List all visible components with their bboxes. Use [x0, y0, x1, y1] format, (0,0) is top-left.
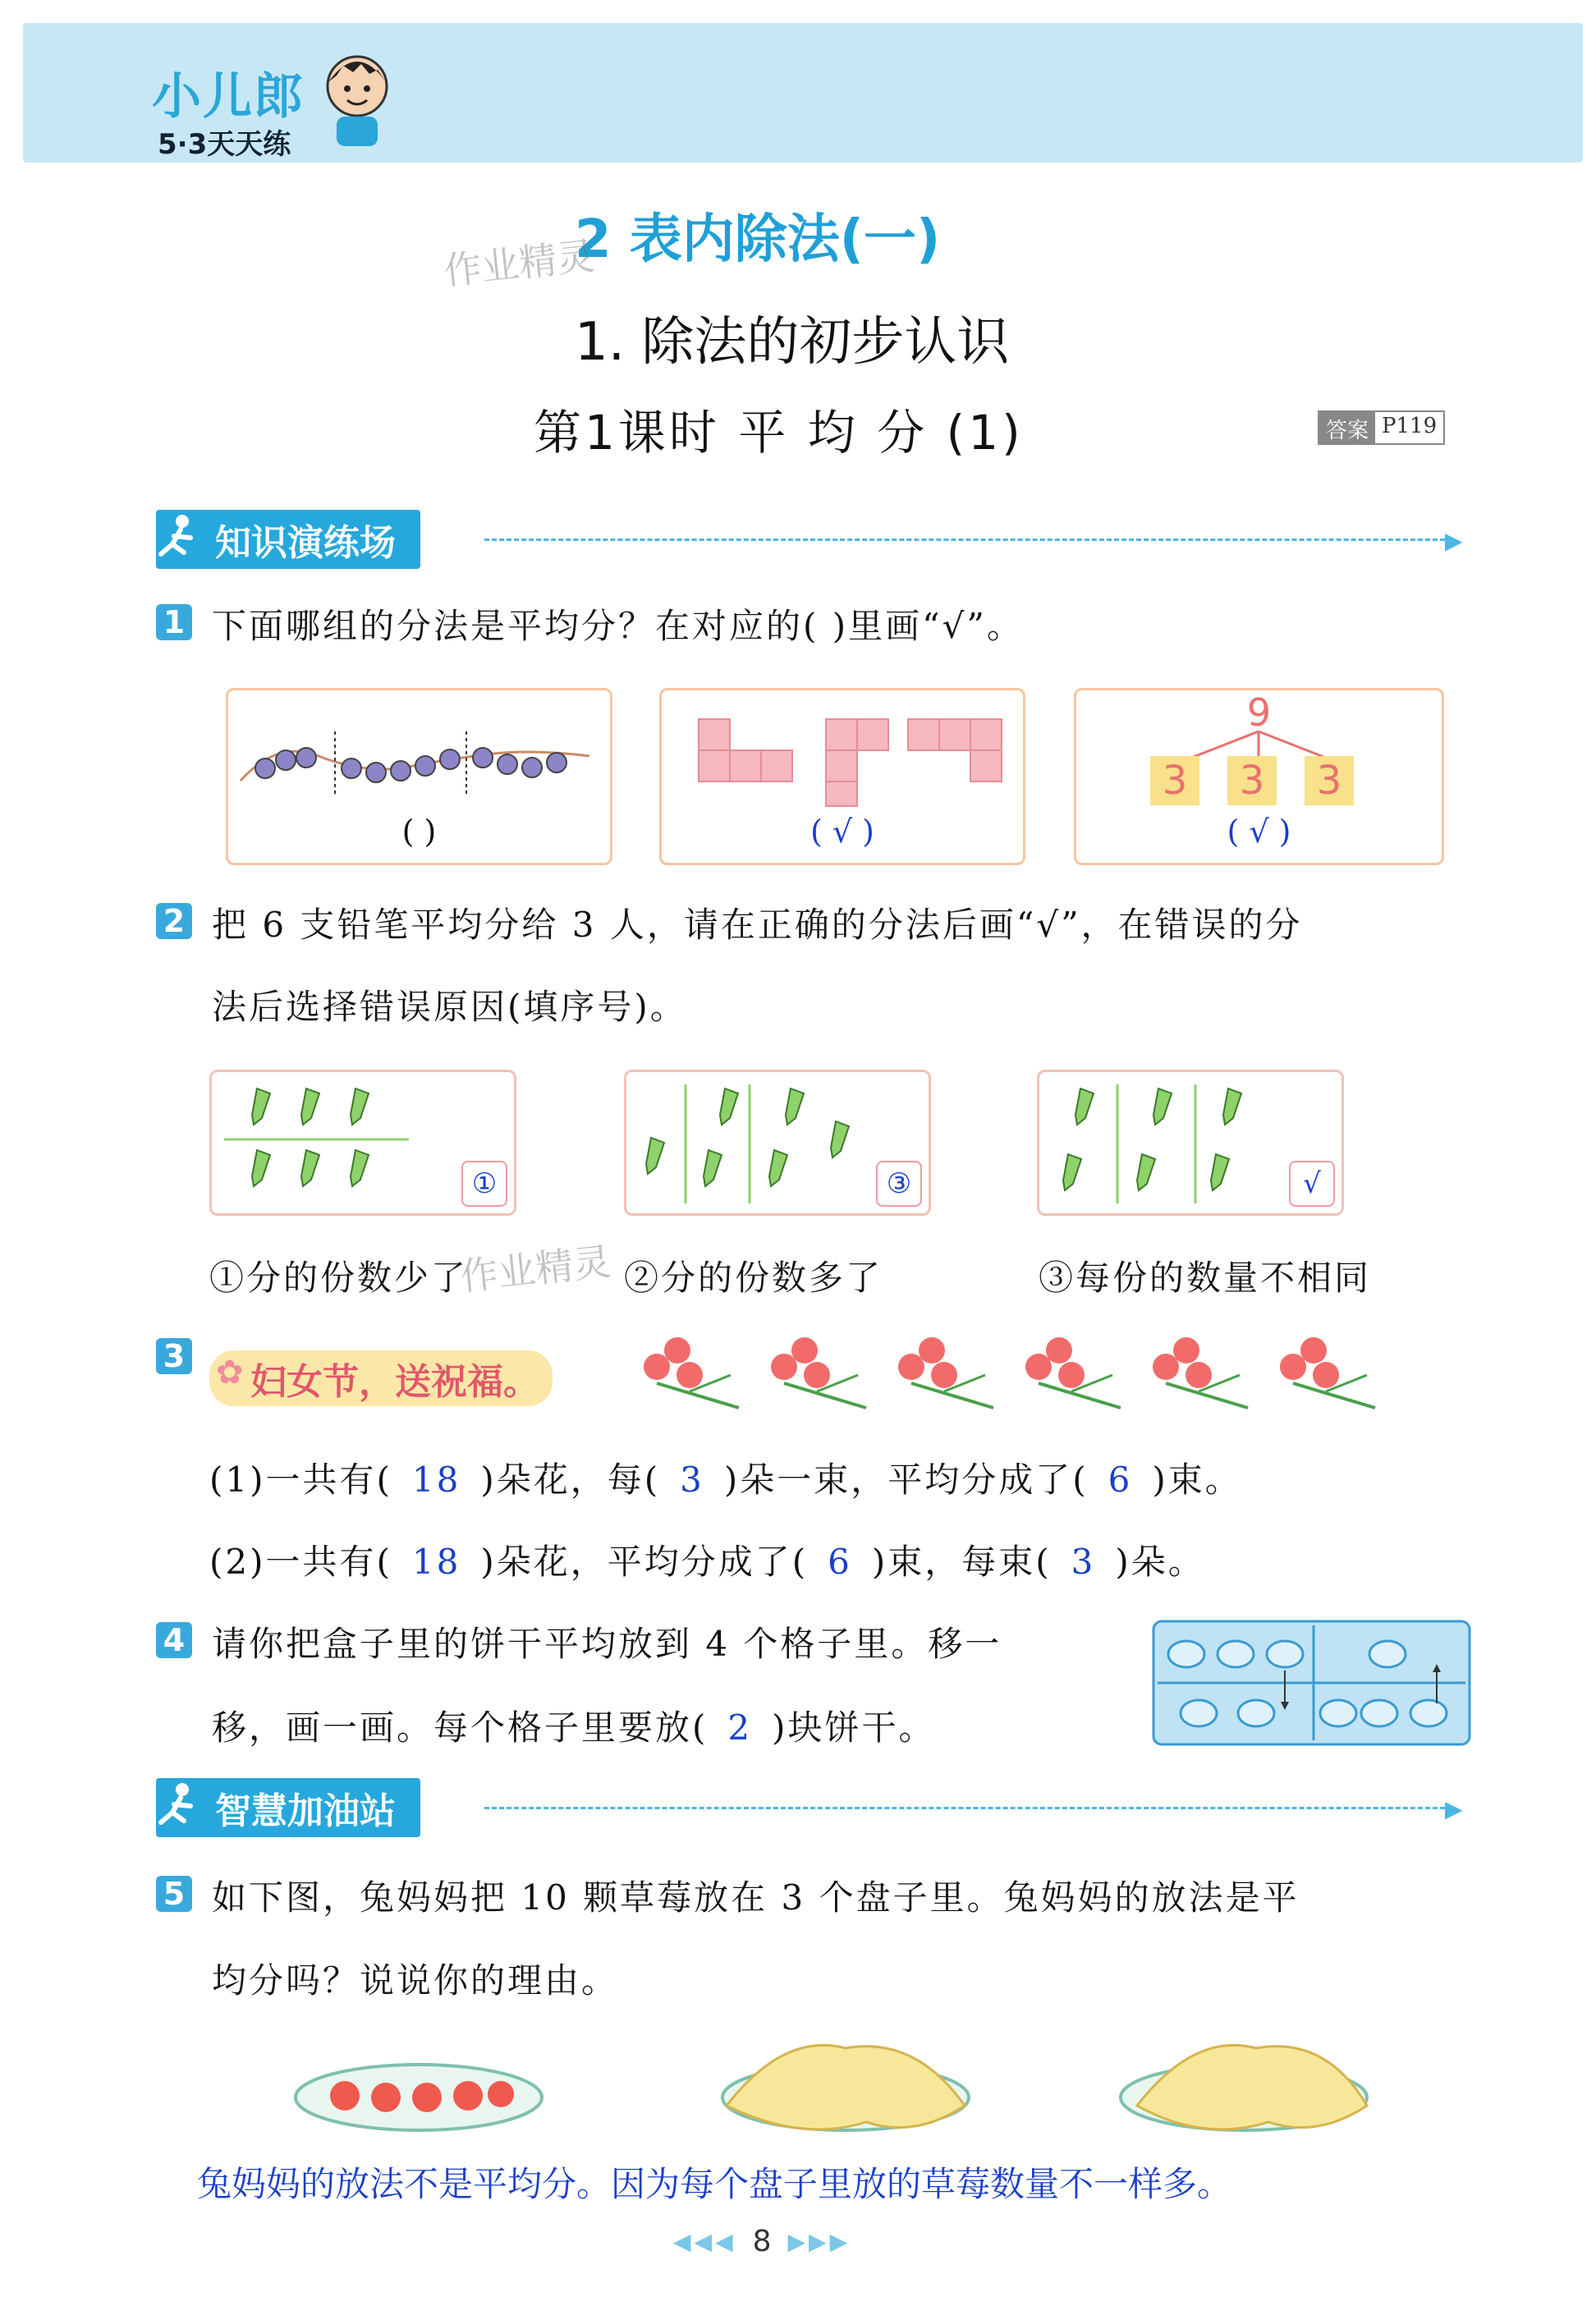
question-number: 2: [156, 903, 192, 939]
q5-line1: 如下图，兔妈妈把 10 颗草莓放在 3 个盘子里。兔妈妈的放法是平: [212, 1877, 1300, 1918]
tree-parts: [1150, 756, 1354, 805]
q1-answer-2: ( √ ): [809, 814, 875, 850]
answer-label: 答案: [1319, 412, 1375, 443]
square-groups-icon: [662, 690, 1023, 814]
q2-pencil-box-2: [624, 1070, 931, 1216]
tree-part: 3: [1305, 756, 1354, 805]
q2-reason-1: ①分的份数少了: [209, 1258, 469, 1298]
q2-reason-3: ③每份的数量不相同: [1039, 1258, 1372, 1298]
text: (2)一共有(: [209, 1542, 392, 1582]
section-challenge-text: 智慧加油站: [215, 1790, 396, 1832]
page-footer: [673, 2225, 851, 2258]
q1-bead-box: [226, 688, 612, 865]
question-number: 1: [156, 604, 192, 640]
q1-answer-3: ( √ ): [1227, 814, 1291, 850]
q1-text: 下面哪组的分法是平均分？在对应的( )里画“√”。: [212, 606, 1024, 646]
q2-answer-3: √: [1289, 1161, 1335, 1207]
section-divider: [484, 539, 1445, 541]
q5-line2: 均分吗？说说你的理由。: [212, 1960, 619, 2001]
answer-value: 3: [1071, 1542, 1096, 1582]
runner-icon: [149, 1780, 207, 1829]
section-challenge-banner: [156, 1781, 420, 1834]
q1-tree-box: [1074, 688, 1444, 865]
runner-icon: [149, 511, 207, 561]
brand-subtitle: 5·3天天练: [158, 128, 291, 161]
section-challenge-label: [156, 1778, 420, 1837]
text: (1)一共有(: [209, 1460, 392, 1500]
bead-string-icon: [228, 690, 610, 814]
section-practice-banner: [156, 513, 420, 566]
tree-part: 3: [1227, 756, 1277, 805]
section-title: 1. 除法的初步认识: [575, 312, 1010, 373]
mascot-boy-icon: [320, 49, 394, 148]
brand-logo: 小儿郎: [152, 68, 305, 126]
carnations-icon: [640, 1326, 1404, 1416]
text: )块饼干。: [772, 1707, 936, 1748]
next-arrows-icon: ▶▶▶: [787, 2228, 851, 2255]
watermark: 作业精灵: [441, 233, 597, 294]
strawberry-plates-icon: [291, 2040, 1375, 2151]
q4-line2: [212, 1701, 936, 1750]
q3-line2: [209, 1535, 1205, 1584]
answer-value: 2: [727, 1707, 753, 1748]
arrow-right-icon: ▶: [1445, 527, 1463, 554]
lesson-title: 第1课时 平 均 分 (1): [534, 405, 1024, 461]
tree-total: 9: [1246, 690, 1272, 735]
q5-answer: 兔妈妈的放法不是平均分。因为每个盘子里放的草莓数量不一样多。: [197, 2164, 1232, 2204]
page-number: 8: [752, 2225, 772, 2258]
watermark: 作业精灵: [457, 1239, 613, 1299]
chapter-title: 2 表内除法(一): [575, 209, 941, 270]
answer-value: 18: [411, 1460, 461, 1500]
text: )束，每束(: [871, 1542, 1052, 1582]
text: )朵花，每(: [480, 1460, 661, 1500]
q2-answer-1: ①: [461, 1161, 507, 1207]
section-divider: [484, 1807, 1445, 1809]
q2-pencil-box-3: [1037, 1070, 1344, 1216]
question-number: 3: [156, 1338, 192, 1374]
q1-answer-1: ( ): [401, 814, 437, 850]
text: )朵花，平均分成了(: [480, 1542, 809, 1582]
q1-square-box: [659, 688, 1025, 865]
text: )束。: [1152, 1460, 1242, 1500]
question-number: 5: [156, 1876, 192, 1912]
section-practice-text: 知识演练场: [215, 522, 396, 564]
text: 移，画一画。每个格子里要放(: [212, 1707, 709, 1748]
text: )朵一束，平均分成了(: [723, 1460, 1089, 1500]
q3-title-text: 妇女节，送祝福。: [250, 1361, 539, 1403]
answer-value: 6: [1108, 1460, 1133, 1500]
q2-text-line1: 把 6 支铅笔平均分给 3 人，请在正确的分法后画“√”，在错误的分: [212, 905, 1303, 945]
q2-pencil-box-1: [209, 1070, 516, 1216]
answer-page-tag: [1318, 410, 1445, 445]
q2-answer-2: ③: [876, 1161, 922, 1207]
text: )朵。: [1115, 1542, 1205, 1582]
section-practice-label: [156, 510, 420, 569]
q3-line1: [209, 1453, 1242, 1502]
cookie-tray-icon: [1149, 1613, 1478, 1753]
prev-arrows-icon: ◀◀◀: [673, 2228, 736, 2255]
arrow-right-icon: ▶: [1445, 1795, 1463, 1822]
question-number: 4: [156, 1622, 192, 1658]
answer-value: 6: [828, 1542, 852, 1582]
answer-value: 18: [411, 1542, 461, 1582]
q2-reason-2: ②分的份数多了: [624, 1258, 883, 1298]
q2-text-line2: 法后选择错误原因(填序号)。: [212, 987, 687, 1027]
flower-icon: ✿: [216, 1354, 244, 1391]
tree-part: 3: [1150, 756, 1199, 805]
answer-page: P119: [1382, 414, 1438, 438]
q3-title: [209, 1350, 553, 1406]
answer-value: 3: [680, 1460, 704, 1500]
q4-line1: 请你把盒子里的饼干平均放到 4 个格子里。移一: [212, 1624, 1002, 1664]
